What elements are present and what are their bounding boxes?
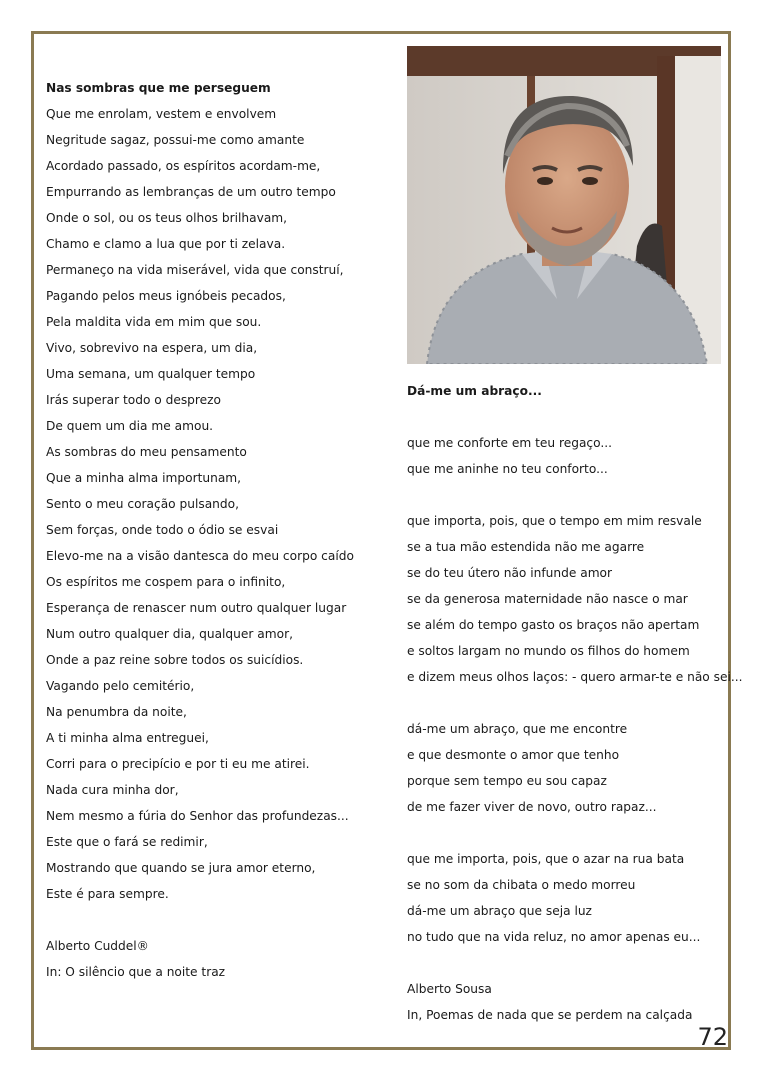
poem-left-source: In: O silêncio que a noite traz — [46, 965, 226, 979]
poem-line: Sento o meu coração pulsando, — [46, 497, 239, 511]
poem-line: As sombras do meu pensamento — [46, 445, 247, 459]
poem-line: Nada cura minha dor, — [46, 783, 179, 797]
poem-line: Este que o fará se redimir, — [46, 835, 208, 849]
poem-right-stanza-1 — [407, 430, 742, 482]
poem-line: De quem um dia me amou. — [46, 419, 214, 433]
poem-left-author: Alberto Cuddel® — [46, 939, 149, 953]
poem-right-author: Alberto Sousa — [407, 982, 492, 996]
poem-right — [407, 378, 742, 1028]
poem-line: Onde a paz reine sobre todos os suicídios. — [46, 653, 304, 667]
poem-line: Este é para sempre. — [46, 887, 169, 901]
spacer — [407, 404, 742, 430]
poem-left-lines — [46, 101, 354, 907]
poem-line: Chamo e clamo a lua que por ti zelava. — [46, 237, 286, 251]
portrait-image — [407, 46, 721, 364]
poem-line: que importa, pois, que o tempo em mim resvale — [407, 514, 702, 528]
poem-line: que me importa, pois, que o azar na rua bata — [407, 852, 685, 866]
poem-right-source: In, Poemas de nada que se perdem na calçada — [407, 1008, 693, 1022]
poem-line: Corri para o precipício e por ti eu me atirei. — [46, 757, 310, 771]
poem-line: que me aninhe no teu conforto... — [407, 462, 608, 476]
poem-line: porque sem tempo eu sou capaz — [407, 774, 607, 788]
poem-right-title: Dá-me um abraço... — [407, 384, 542, 398]
poem-line: Vivo, sobrevivo na espera, um dia, — [46, 341, 258, 355]
poem-line: e dizem meus olhos laços: - quero armar-te e não sei... — [407, 670, 743, 684]
spacer — [407, 482, 742, 508]
poem-line: se do teu útero não infunde amor — [407, 566, 613, 580]
poem-line: Esperança de renascer num outro qualquer lugar — [46, 601, 347, 615]
poem-line: Permaneço na vida miserável, vida que construí, — [46, 263, 344, 277]
poem-line: Num outro qualquer dia, qualquer amor, — [46, 627, 293, 641]
spacer — [46, 907, 354, 933]
poem-right-stanza-3 — [407, 716, 742, 820]
poem-left — [46, 75, 354, 985]
author-portrait-photo — [407, 46, 721, 364]
poem-line: Na penumbra da noite, — [46, 705, 187, 719]
poem-line: Pela maldita vida em mim que sou. — [46, 315, 262, 329]
poem-line: Que a minha alma importunam, — [46, 471, 242, 485]
poem-line: se da generosa maternidade não nasce o mar — [407, 592, 688, 606]
poem-line: dá-me um abraço, que me encontre — [407, 722, 628, 736]
poem-line: A ti minha alma entreguei, — [46, 731, 209, 745]
poem-line: Negritude sagaz, possui-me como amante — [46, 133, 305, 147]
poem-line: Sem forças, onde todo o ódio se esvai — [46, 523, 279, 537]
poem-right-stanza-4 — [407, 846, 742, 950]
poem-line: Irás superar todo o desprezo — [46, 393, 222, 407]
poem-line: se no som da chibata o medo morreu — [407, 878, 636, 892]
poem-line: Uma semana, um qualquer tempo — [46, 367, 256, 381]
poem-line: de me fazer viver de novo, outro rapaz... — [407, 800, 657, 814]
poem-line: dá-me um abraço que seja luz — [407, 904, 592, 918]
poem-line: e soltos largam no mundo os filhos do homem — [407, 644, 690, 658]
spacer — [407, 950, 742, 976]
poem-left-title: Nas sombras que me perseguem — [46, 81, 271, 95]
poem-right-stanza-2 — [407, 508, 742, 690]
poem-line: Onde o sol, ou os teus olhos brilhavam, — [46, 211, 288, 225]
poem-line: Mostrando que quando se jura amor eterno, — [46, 861, 316, 875]
poem-line: e que desmonte o amor que tenho — [407, 748, 620, 762]
poem-line: que me conforte em teu regaço... — [407, 436, 612, 450]
poem-line: se além do tempo gasto os braços não apertam — [407, 618, 700, 632]
poem-line: Nem mesmo a fúria do Senhor das profundezas... — [46, 809, 349, 823]
poem-line: Empurrando as lembranças de um outro tempo — [46, 185, 336, 199]
poem-line: Acordado passado, os espíritos acordam-me, — [46, 159, 321, 173]
spacer — [407, 820, 742, 846]
spacer — [407, 690, 742, 716]
poem-line: Pagando pelos meus ignóbeis pecados, — [46, 289, 286, 303]
poem-line: Elevo-me na a visão dantesca do meu corpo caído — [46, 549, 354, 563]
poem-line: no tudo que na vida reluz, no amor apenas eu... — [407, 930, 701, 944]
poem-line: se a tua mão estendida não me agarre — [407, 540, 645, 554]
poem-line: Que me enrolam, vestem e envolvem — [46, 107, 277, 121]
poem-line: Os espíritos me cospem para o infinito, — [46, 575, 286, 589]
poem-line: Vagando pelo cemitério, — [46, 679, 195, 693]
page-number: 72 — [697, 1023, 728, 1051]
